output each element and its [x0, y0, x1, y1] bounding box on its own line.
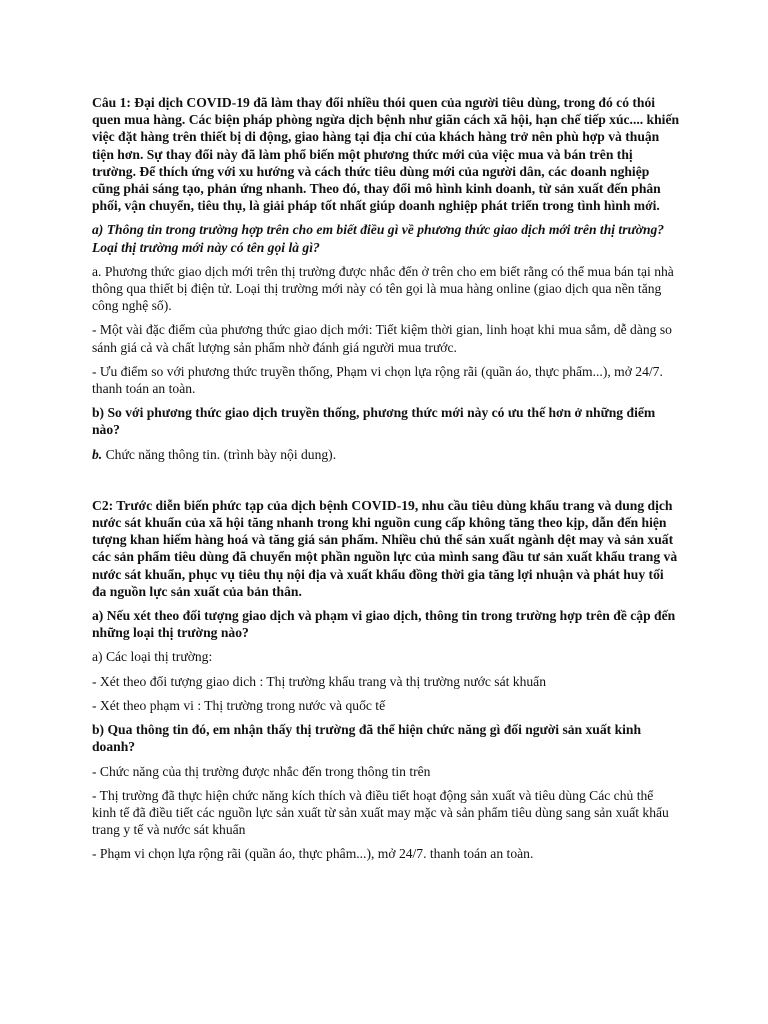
answer-1a-point-1: - Một vài đặc điểm của phương thức giao dịch mới: Tiết kiệm thời gian, linh hoạt khi mua sắm, dễ dàng so sánh giá cả và chất lượng sản phẩm nhờ đánh giá người mua trước.: [92, 322, 672, 355]
answer-2b-line-2: - Thị trường đã thực hiện chức năng kích thích và điều tiết hoạt động sản xuất và tiêu dùng Các chủ thể kinh tế đã điều tiết các nguồn lực sản xuất từ sản xuất may mặc và sản phẩm tiêu dùng sang sản xuất khẩu trang y tế và nước sát khuẩn: [92, 787, 669, 838]
question-2a: a) Nếu xét theo đối tượng giao dịch và phạm vi giao dịch, thông tin trong trường hợp trên đề cập đến những loại thị trường nào?: [92, 608, 676, 641]
question-2b: b) Qua thông tin đó, em nhận thấy thị trường đã thể hiện chức năng gì đối người sản xuất kinh doanh?: [92, 722, 642, 755]
answer-1b-text: Chức năng thông tin. (trình bày nội dung).: [102, 446, 337, 462]
answer-2b-line-3: - Phạm vi chọn lựa rộng rãi (quần áo, thực phâm...), mở 24/7. thanh toán an toàn.: [92, 846, 534, 862]
question-2-prompt: C2: Trước diễn biến phức tạp của dịch bệnh COVID-19, nhu cầu tiêu dùng khẩu trang và dung dịch nước sát khuẩn của xã hội tăng nhanh trong khi nguồn cung cấp không tăng theo kịp, dẫn đến hiện tượng khan hiếm hàng hoá và tăng giá sản phẩm. Nhiều chủ thể sản xuất ngành dệt may và sản xuất các sản phẩm tiêu dùng đã chuyển một phần nguồn lực của mình sang đầu tư sản xuất khẩu trang và nước sát khuẩn, phục vụ tiêu thụ nội địa và xuất khẩu đồng thời gia tăng lợi nhuận và phát huy tối đa nguồn lực sản xuất của bản thân.: [92, 497, 678, 599]
answer-2a: a) Các loại thị trường:: [92, 649, 213, 665]
answer-2b-line-1: - Chức năng của thị trường được nhắc đến trong thông tin trên: [92, 763, 431, 779]
question-2-section: [92, 497, 680, 863]
answer-2a-point-1: - Xét theo đối tượng giao dich : Thị trường khẩu trang và thị trường nước sát khuẩn: [92, 673, 546, 689]
answer-1a: a. Phương thức giao dịch mới trên thị trường được nhắc đến ở trên cho em biết rằng có thể mua bán tại nhà thông qua thiết bị điện tử. Loại thị trường mới này có tên gọi là mua hàng online (giao dịch qua nền tăng công nghệ số).: [92, 263, 674, 314]
answer-1b-label: b.: [92, 446, 103, 462]
question-1a: a) Thông tin trong trường hợp trên cho em biết điều gì về phương thức giao dịch mới trên thị trường? Loại thị trường mới này có tên gọi là gì?: [92, 222, 665, 255]
question-1-section: [92, 94, 680, 463]
answer-2a-point-2: - Xét theo phạm vi : Thị trường trong nước và quốc tế: [92, 697, 386, 713]
question-1-prompt: Câu 1: Đại dịch COVID-19 đã làm thay đổi nhiều thói quen của người tiêu dùng, trong đó có thói quen mua hàng. Các biện pháp phòng ngừa dịch bệnh như giãn cách xã hội, hạn chế tiếp xúc.... khiến việc đặt hàng trên thiết bị di động, giao hàng tại địa chỉ của khách hàng trở nên phù hợp và thuận tiện hơn. Sự thay đổi này đã làm phổ biến một phương thức mới của việc mua và bán trên thị trường. Để thích ứng với xu hướng và cách thức tiêu dùng mới của người dân, các doanh nghiệp cũng phải sáng tạo, phản ứng nhanh. Theo đó, thay đổi mô hình kinh doanh, từ sản xuất đến phân phối, vận chuyển, tiêu thụ, là giải pháp tốt nhất giúp doanh nghiệp phát triển trong tình hình mới.: [92, 95, 680, 214]
answer-1a-point-2: - Ưu điểm so với phương thức truyền thống, Phạm vi chọn lựa rộng rãi (quần áo, thực phẩm...), mở 24/7. thanh toán an toàn.: [92, 363, 663, 397]
question-1b: b) So với phương thức giao dịch truyền thống, phương thức mới này có ưu thế hơn ở những điểm nào?: [92, 405, 656, 438]
answer-1b: [92, 446, 680, 463]
